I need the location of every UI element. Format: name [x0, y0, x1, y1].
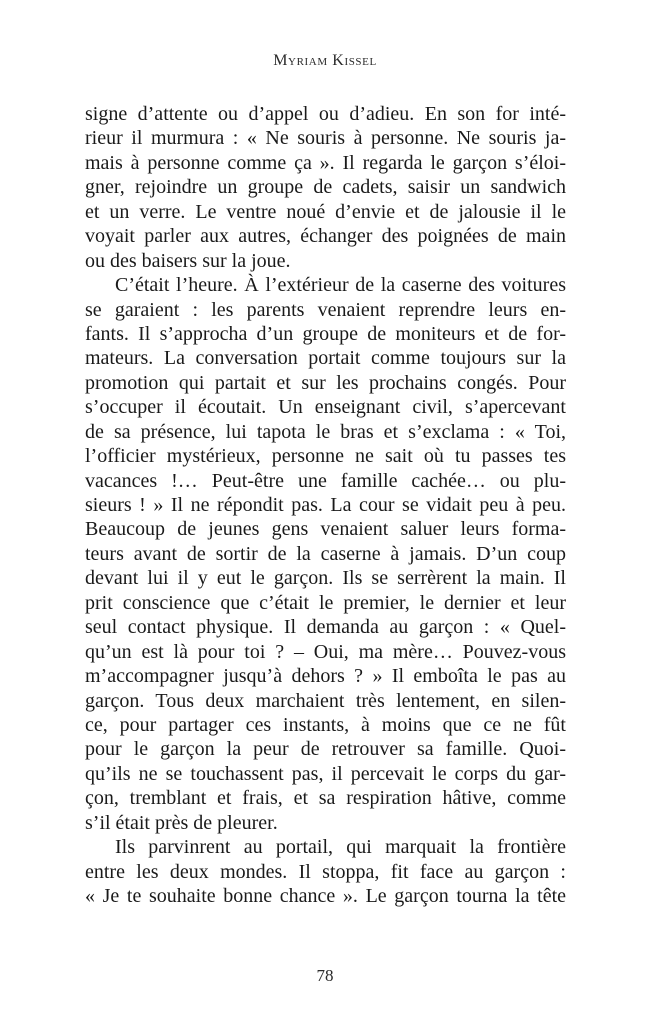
text-line: C’était l’heure. À l’extérieur de la caserne des voitures [115, 274, 566, 297]
text-line: çon, tremblant et frais, et sa respiration hâtive, comme [85, 787, 566, 810]
text-line: pour le garçon la peur de retrouver sa famille. Quoi- [85, 738, 566, 761]
text-line: ce, pour partager ces instants, à moins que ce ne fût [85, 713, 566, 736]
text-line: prit conscience que c’était le premier, le dernier et leur [85, 591, 566, 614]
text-line: l’officier mystérieux, personne ne sait où tu passes tes [85, 445, 566, 468]
text-line: voyait parler aux autres, échanger des poignées de main [85, 225, 566, 248]
text-line: sieurs ! » Il ne répondit pas. La cour se vidait peu à peu. [85, 494, 566, 516]
text-line: Beaucoup de jeunes gens venaient saluer leurs forma- [85, 518, 566, 541]
paragraph [85, 835, 566, 908]
text-line: promotion qui partait et sur les prochains congés. Pour [85, 371, 566, 394]
text-line: entre les deux mondes. Il stoppa, fit face au garçon : [85, 860, 566, 883]
text-line: et un verre. Le ventre noué d’envie et de jalousie il le [85, 200, 566, 223]
text-line: ou des baisers sur la joue. [85, 249, 291, 272]
running-head: Myriam Kissel [273, 52, 377, 69]
text-line: signe d’attente ou d’appel ou d’adieu. En son for inté- [85, 103, 566, 125]
text-line: seul contact physique. Il demanda au garçon : « Quel- [85, 616, 566, 639]
text-line: garçon. Tous deux marchaient très lentement, en silen- [85, 689, 566, 712]
paragraph [85, 102, 566, 273]
text-line: devant lui il y eut le garçon. Ils se serrèrent la main. Il [85, 567, 566, 590]
text-line: teurs avant de sortir de la caserne à jamais. D’un coup [85, 542, 566, 565]
text-line: fants. Il s’approcha d’un groupe de moniteurs et de for- [85, 322, 566, 345]
text-line: rieur il murmura : « Ne souris à personne. Ne souris ja- [85, 127, 566, 150]
text-line: qu’un est là pour toi ? – Oui, ma mère… Pouvez-vous [85, 640, 566, 663]
text-line: se garaient : les parents venaient reprendre leurs en- [85, 298, 566, 321]
text-line: vacances !… Peut-être une famille cachée… ou plu- [85, 469, 566, 492]
paragraph [85, 273, 566, 835]
text-line: m’accompagner jusqu’à dehors ? » Il emboîta le pas au [85, 665, 566, 688]
body-text [85, 102, 566, 908]
text-line: s’occuper il écoutait. Un enseignant civil, s’apercevant [85, 396, 566, 419]
text-line: mais à personne comme ça ». Il regarda le garçon s’éloi- [85, 151, 566, 174]
text-line: « Je te souhaite bonne chance ». Le garçon tourna la tête [85, 885, 566, 907]
page-number: 78 [316, 966, 334, 985]
text-line: de sa présence, lui tapota le bras et s’exclama : « Toi, [85, 420, 566, 443]
text-line: mateurs. La conversation portait comme toujours sur la [85, 347, 566, 370]
text-line: qu’ils ne se touchassent pas, il percevait le corps du gar- [85, 762, 566, 785]
text-line: s’il était près de pleurer. [85, 811, 278, 834]
text-line: gner, rejoindre un groupe de cadets, saisir un sandwich [85, 176, 566, 199]
text-line: Ils parvinrent au portail, qui marquait la frontière [115, 836, 566, 859]
